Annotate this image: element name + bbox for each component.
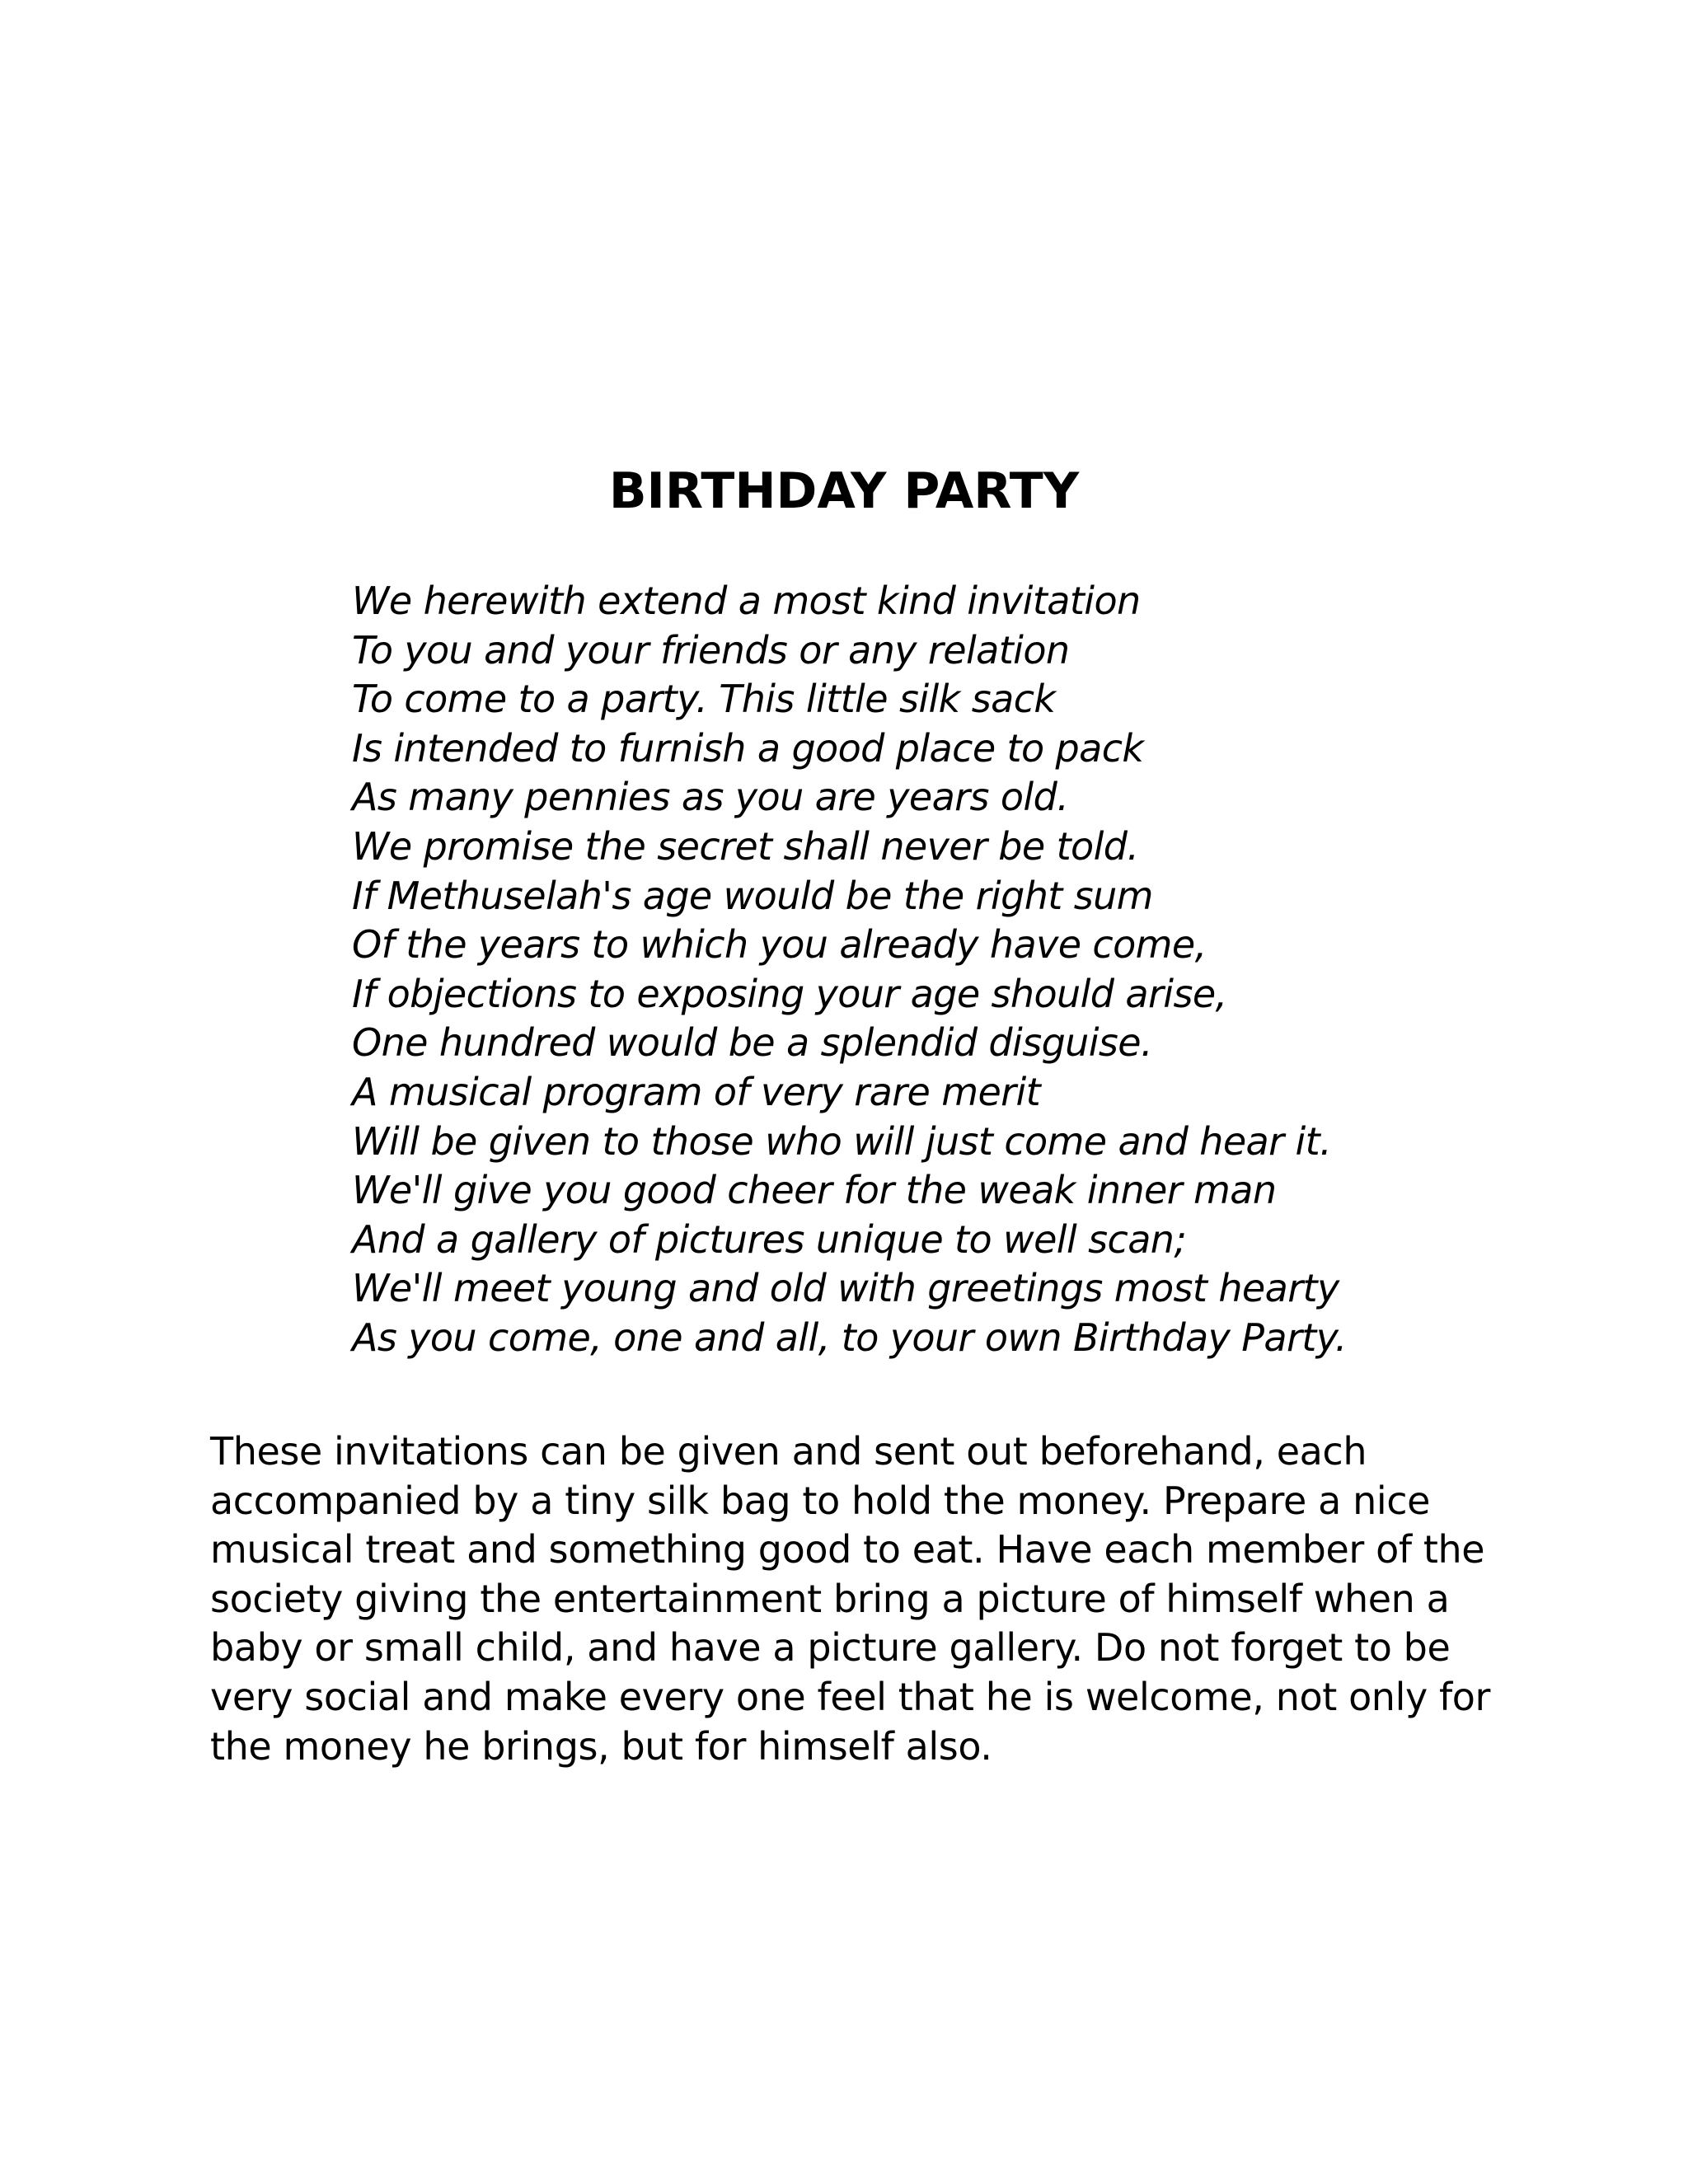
poem-line: If objections to exposing your age should arise, xyxy=(352,971,1227,1016)
poem xyxy=(352,577,1588,1363)
paragraph-line: very social and make every one feel that he is welcome, not only for xyxy=(210,1674,1491,1719)
poem-line: As you come, one and all, to your own Birthday Party. xyxy=(352,1315,1347,1360)
paragraph-line: musical treat and something good to eat. Have each member of the xyxy=(210,1527,1485,1572)
paragraph-line: These invitations can be given and sent out beforehand, each xyxy=(210,1429,1367,1474)
paragraph-line: society giving the entertainment bring a picture of himself when a xyxy=(210,1576,1450,1621)
poem-line: To you and your friends or any relation xyxy=(352,627,1070,673)
poem-line: To come to a party. This little silk sack xyxy=(352,677,1056,722)
poem-line: As many pennies as you are years old. xyxy=(352,775,1069,820)
poem-line: We promise the secret shall never be told. xyxy=(352,823,1139,869)
poem-line: A musical program of very rare merit xyxy=(352,1069,1041,1114)
page-title: BIRTHDAY PARTY xyxy=(608,462,1080,520)
poem-line: One hundred would be a splendid disguise. xyxy=(352,1020,1153,1066)
poem-line: We'll give you good cheer for the weak inner man xyxy=(352,1168,1277,1213)
poem-line: And a gallery of pictures unique to well scan; xyxy=(352,1216,1187,1262)
poem-line: Of the years to which you already have come, xyxy=(352,922,1207,968)
paragraph-line: accompanied by a tiny silk bag to hold the money. Prepare a nice xyxy=(210,1478,1431,1523)
paragraph-line: baby or small child, and have a picture gallery. Do not forget to be xyxy=(210,1625,1451,1671)
poem-line: If Methuselah's age would be the right sum xyxy=(352,873,1153,918)
poem-line: We'll meet young and old with greetings most hearty xyxy=(352,1266,1339,1311)
instructions-paragraph xyxy=(210,1427,1496,1771)
poem-line: Will be given to those who will just come and hear it. xyxy=(352,1118,1332,1164)
paragraph-line: the money he brings, but for himself also. xyxy=(210,1723,992,1769)
poem-line: Is intended to furnish a good place to pack xyxy=(352,725,1144,771)
poem-line: We herewith extend a most kind invitation xyxy=(352,579,1141,623)
